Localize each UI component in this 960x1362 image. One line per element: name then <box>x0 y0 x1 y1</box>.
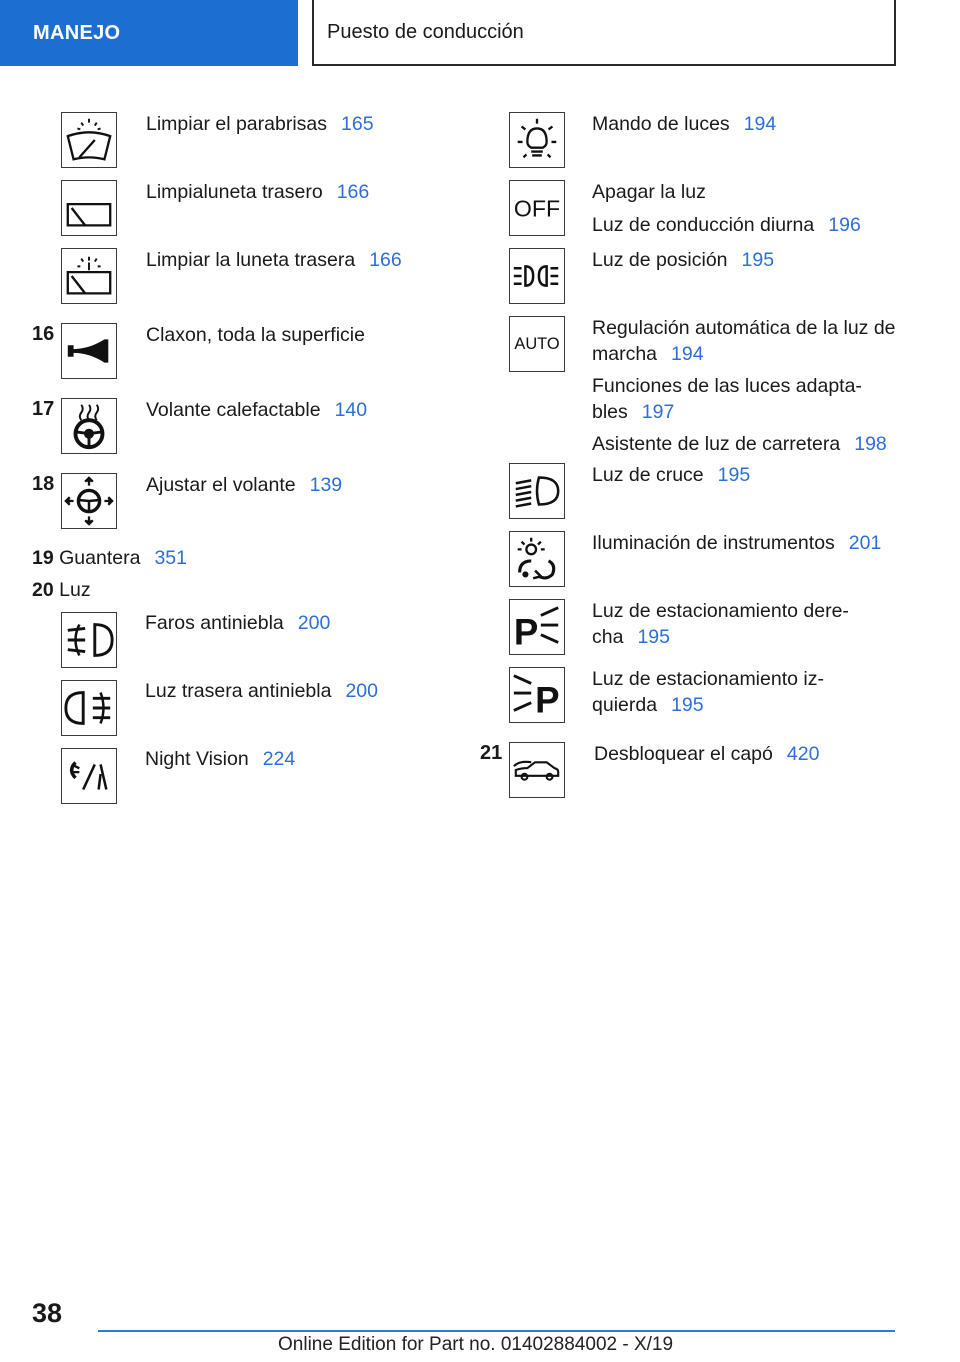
page-link[interactable]: 224 <box>262 748 296 770</box>
item-parking-light-left <box>592 666 824 718</box>
item-label: Luz de conducción diurna <box>592 214 815 236</box>
hood-release-icon <box>509 742 565 798</box>
item-label: Mando de luces <box>592 113 730 135</box>
item-adjust-steering-wheel <box>146 472 342 498</box>
item-label: Night Vision <box>145 748 249 770</box>
item-label: quierda <box>592 694 658 716</box>
page-link[interactable]: 166 <box>369 249 402 271</box>
item-label: Volante calefactable <box>146 399 321 421</box>
page-link[interactable]: 351 <box>154 547 187 569</box>
item-number: 17 <box>32 398 55 420</box>
svg-text:P: P <box>535 679 560 721</box>
page-link[interactable]: 166 <box>336 181 370 203</box>
page-link[interactable]: 196 <box>828 214 861 236</box>
item-label: Apagar la luz <box>592 181 706 203</box>
item-label: Iluminación de instrumentos <box>592 532 835 554</box>
item-label: Luz <box>59 579 91 601</box>
item-label: marcha <box>592 343 658 365</box>
item-hood-release <box>594 741 819 767</box>
rear-fog-light-icon <box>61 680 117 736</box>
page-link[interactable]: 195 <box>741 249 775 271</box>
item-number: 16 <box>32 323 55 345</box>
item-number: 19 <box>32 547 54 569</box>
item-label: Limpialuneta trasero <box>146 181 323 203</box>
item-label: Luz de cruce <box>592 464 704 486</box>
edition-text: Online Edition for Part no. 01402884002 - X/19 <box>278 1334 674 1355</box>
auto-lights-icon <box>509 316 565 372</box>
front-fog-light-icon <box>61 612 117 668</box>
item-rear-wash <box>146 247 402 273</box>
icon-text: OFF <box>513 195 561 222</box>
item-light-switch <box>592 111 776 137</box>
item-label: Regulación automática de la luz de <box>592 317 896 339</box>
page-link[interactable]: 195 <box>637 626 670 648</box>
item-lights <box>32 579 91 602</box>
item-label: Desbloquear el capó <box>594 743 773 765</box>
item-label: cha <box>592 626 624 648</box>
heated-steering-wheel-icon <box>61 398 117 454</box>
svg-text:P: P <box>513 611 539 653</box>
low-beam-icon <box>509 463 565 519</box>
item-label: Ajustar el volante <box>146 474 296 496</box>
page-link[interactable]: 194 <box>743 113 777 135</box>
page-link[interactable]: 197 <box>641 401 675 423</box>
item-auto-lights <box>592 315 896 457</box>
steering-wheel-adjust-icon <box>61 473 117 529</box>
parking-lights-icon <box>509 248 565 304</box>
item-label: Asistente de luz de carretera <box>592 433 841 455</box>
rear-wash-icon <box>61 248 117 304</box>
item-horn <box>146 322 365 348</box>
page-link[interactable]: 194 <box>671 343 704 365</box>
page-link[interactable]: 198 <box>854 433 887 455</box>
item-label: Luz trasera antiniebla <box>145 680 332 702</box>
page-header <box>312 0 896 66</box>
item-label: Limpiar el parabrisas <box>146 113 327 135</box>
page-link[interactable]: 200 <box>345 680 378 702</box>
item-label: Luz de posición <box>592 249 728 271</box>
horn-icon <box>61 323 117 379</box>
page-link[interactable]: 195 <box>717 464 751 486</box>
light-switch-icon <box>509 112 565 168</box>
item-number: 18 <box>32 473 55 495</box>
item-lights-off <box>592 179 861 238</box>
page-link[interactable]: 195 <box>671 694 704 716</box>
item-number: 21 <box>480 742 503 764</box>
item-night-vision <box>145 746 295 772</box>
page-link[interactable]: 140 <box>334 399 368 421</box>
item-label: Claxon, toda la superficie <box>146 324 365 346</box>
item-low-beam <box>592 462 750 488</box>
item-front-fog <box>145 610 330 636</box>
parking-light-right-icon <box>509 599 565 655</box>
lights-off-icon <box>509 180 565 236</box>
item-rear-wiper <box>146 179 369 205</box>
night-vision-icon <box>61 748 117 804</box>
item-glovebox <box>32 547 187 570</box>
page-link[interactable]: 420 <box>786 743 820 765</box>
item-rear-fog <box>145 678 378 704</box>
page-link[interactable]: 201 <box>848 532 882 554</box>
item-parking-lights <box>592 247 774 273</box>
section-label: MANEJO <box>33 21 121 44</box>
item-label: bles <box>592 401 628 423</box>
item-label: Luz de estacionamiento dere- <box>592 600 849 622</box>
page-link[interactable]: 200 <box>297 612 331 634</box>
footer-divider <box>98 1330 895 1332</box>
item-label: Guantera <box>59 547 141 569</box>
item-label: Limpiar la luneta trasera <box>146 249 356 271</box>
item-heated-steering-wheel <box>146 397 367 423</box>
item-label: Luz de estacionamiento iz- <box>592 668 824 690</box>
parking-light-left-icon <box>509 667 565 723</box>
page-number: 38 <box>32 1298 63 1328</box>
page-link[interactable]: 165 <box>341 113 374 135</box>
section-tab <box>0 0 298 66</box>
item-parking-light-right <box>592 598 849 650</box>
page-title: Puesto de conducción <box>327 20 524 43</box>
item-instrument-lighting <box>592 530 881 556</box>
page-link[interactable]: 139 <box>309 474 343 496</box>
item-label: Funciones de las luces adapta- <box>592 375 862 397</box>
item-label: Faros antiniebla <box>145 612 284 634</box>
rear-wiper-icon <box>61 180 117 236</box>
item-number: 20 <box>32 579 54 601</box>
instrument-lighting-icon <box>509 531 565 587</box>
item-windshield-wash <box>146 111 374 137</box>
windshield-wash-icon <box>61 112 117 168</box>
icon-text: AUTO <box>514 334 560 353</box>
